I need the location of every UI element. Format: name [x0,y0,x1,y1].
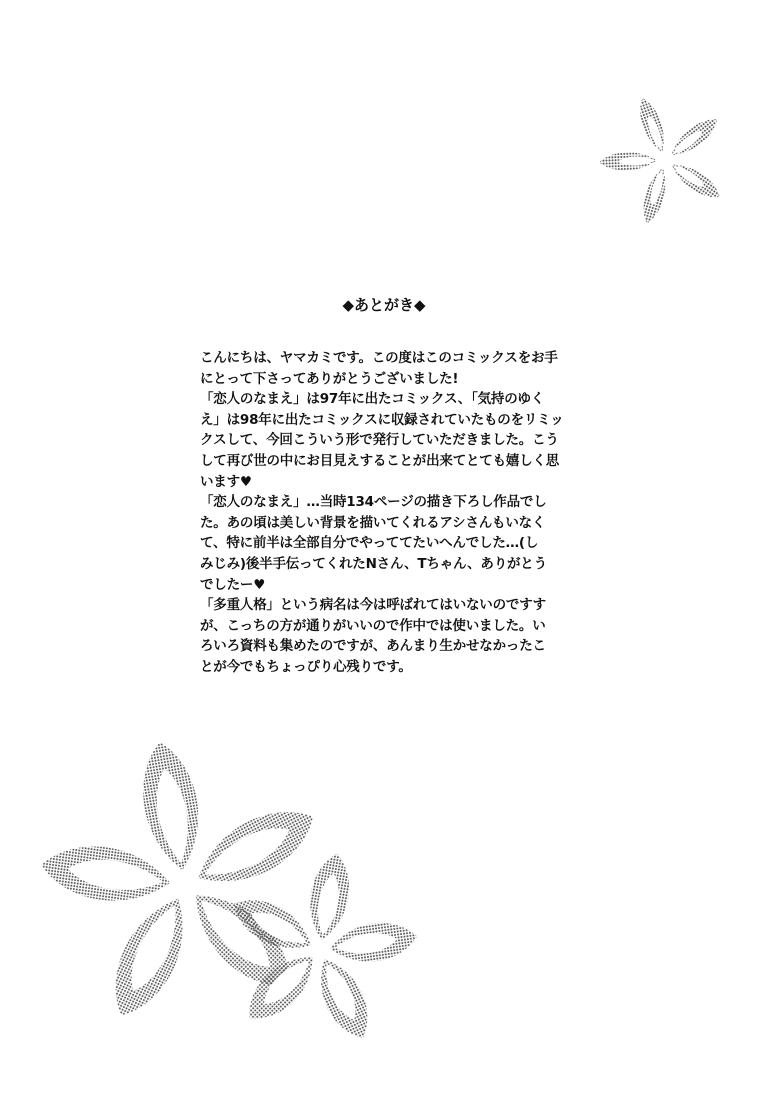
afterword-line: とが今でもちょっぴり心残りです。 [200,658,412,675]
afterword-line: にとって下さってありがとうございました! [200,370,459,387]
afterword-line: して再び世の中にお目見えすることが出来てとても嬉しく思 [200,452,560,469]
afterword-line: が、こっちの方が通りがいいので作中では使いました。い [200,617,546,634]
afterword-line: 「恋人のなまえ」は97年に出たコミックス、「気持のゆく [200,391,545,408]
afterword-line: て、特に前半は全部自分でやっててたいへんでした…(し [200,535,539,552]
afterword-line: こんにちは、ヤマカミです。この度はこのコミックスをお手 [200,350,558,366]
afterword-line: います♥ [200,473,252,490]
afterword-line: でしたー♥ [200,576,266,593]
afterword-line: た。あの頃は美しい背景を描いてくれるアシさんもいなく [200,514,546,531]
afterword-line: ろいろ資料も集めたのですが、あんまり生かせなかったこ [200,638,546,655]
flower-icon [590,92,740,227]
afterword-line: え」は98年に出たコミックスに収録されていたものをリミッ [200,411,564,428]
afterword-line: 「多重人格」という病名は今は呼ばれてはいないのですす [200,597,546,614]
afterword-line: クスして、今回こういう形で発行していただきました。こう [200,432,559,449]
afterword-title: ◆あとがき◆ [342,296,426,314]
afterword-body [200,348,578,678]
flower-cluster-icon [20,735,470,1065]
afterword-line: みじみ)後半手伝ってくれたNさん、Tちゃん、ありがとう [200,555,547,572]
afterword-line: 「恋人のなまえ」…当時134ページの描き下ろし作品でし [200,494,547,511]
